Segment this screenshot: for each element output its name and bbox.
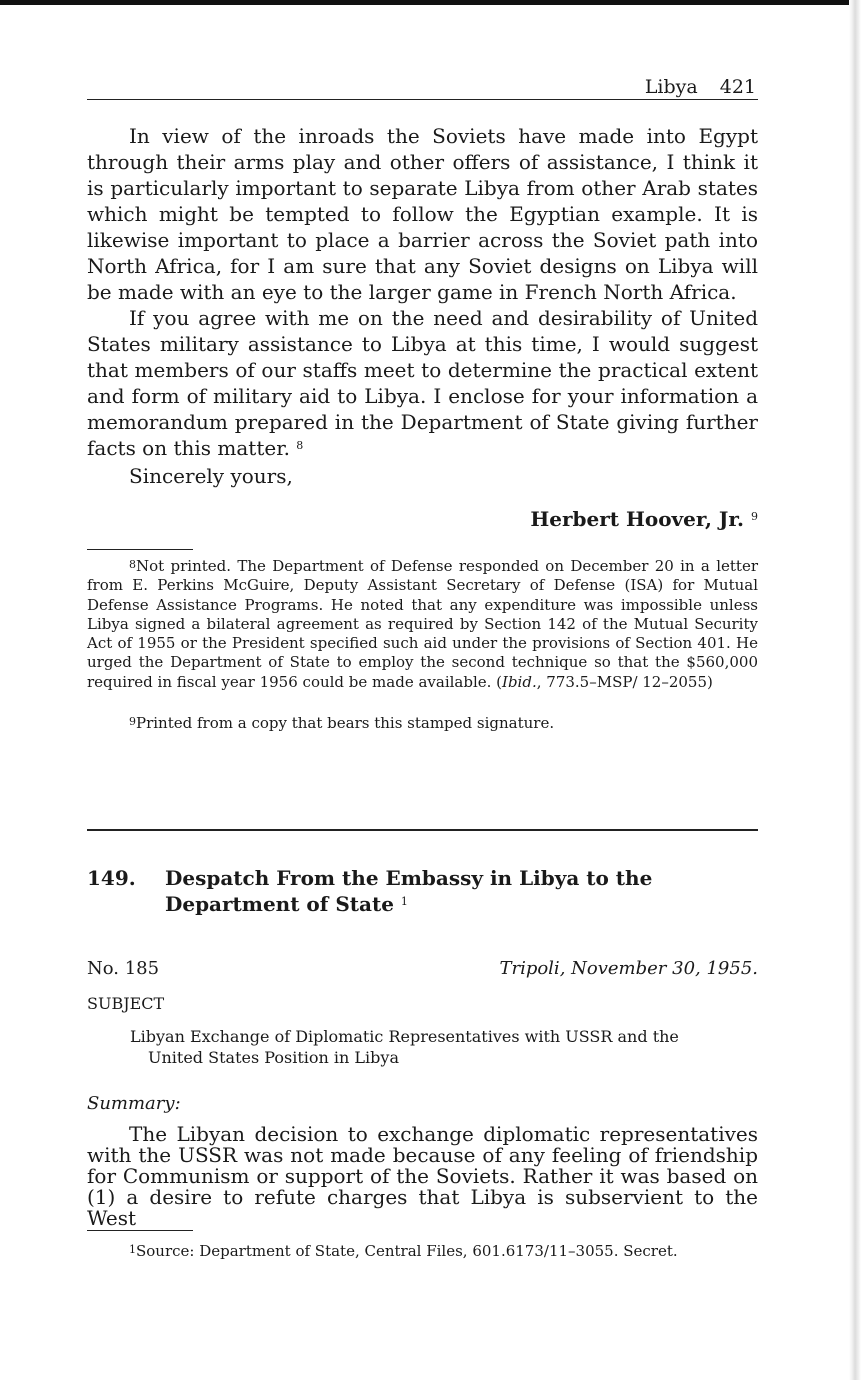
- footnote-8-ibid: Ibid.: [502, 672, 537, 691]
- footnote-8-text: Not printed. The Department of Defense responded on December 20 in a letter from E. Perkins McGuire, Deputy Assistant Secretary of Defense (ISA) for Mutual Defense Assistance Programs. He noted that any expenditure was impossible unless Libya signed a bilateral agreement as required by Section 142 of the Mutual Security Act of 1955 or the President specified such aid under the provisions of Section 401. He urged the Department of State to employ the second technique so that the $560,000 required in fiscal year 1956 could be made available. (: [87, 557, 758, 691]
- footnote-9-text: Printed from a copy that bears this stamped signature.: [136, 714, 555, 732]
- page-top-edge: [0, 0, 861, 5]
- closing: Sincerely yours,: [129, 464, 293, 488]
- despatch-number: No. 185: [87, 958, 160, 979]
- footnote-8-mark: 8: [129, 558, 136, 571]
- footnote-9: [87, 714, 758, 733]
- subject-line-2: United States Position in Libya: [148, 1048, 399, 1067]
- document-title-text: Despatch From the Embassy in Libya to the Department of State: [165, 866, 653, 916]
- section-divider: [87, 829, 758, 831]
- page-number: 421: [719, 76, 756, 98]
- footnote-8: [87, 557, 758, 692]
- footnote-rule: [87, 549, 193, 550]
- footnote-9-mark: 9: [129, 715, 136, 728]
- summary-label: Summary:: [87, 1093, 181, 1114]
- footnote-8-text-end: , 773.5–MSP/ 12–2055): [536, 672, 713, 691]
- running-title: Libya: [644, 76, 698, 98]
- source-footnote: [87, 1242, 758, 1261]
- footnote-ref-9: 9: [751, 510, 758, 523]
- place-date: Tripoli, November 30, 1955.: [499, 958, 758, 979]
- signature-name: Herbert Hoover, Jr.: [530, 507, 745, 531]
- summary-text: The Libyan decision to exchange diplomatic representatives with the USSR was not made because of any feeling of friendship for Communism or support of the Soviets. Rather it was based on (1) a desire to refute charges that Libya is subservient to the West: [87, 1122, 758, 1230]
- subject-line-1: Libyan Exchange of Diplomatic Representatives with USSR and the: [130, 1027, 679, 1046]
- source-footnote-mark: 1: [129, 1243, 136, 1256]
- footnote-ref-8: 8: [296, 439, 304, 452]
- source-footnote-rule: [87, 1230, 193, 1231]
- body-paragraph-2: [87, 305, 758, 461]
- subject-label: SUBJECT: [87, 994, 165, 1013]
- signature: [87, 506, 758, 532]
- subject-text: [130, 1026, 690, 1068]
- body-paragraph-2-text: If you agree with me on the need and desirability of United States military assistance to Libya at this time, I would suggest that members of our staffs meet to determine the practical extent and form of military aid to Libya. I enclose for your information a memorandum prepared in the Department of State giving further facts on this matter.: [87, 306, 758, 460]
- source-footnote-ref: 1: [400, 895, 408, 908]
- header-text: [645, 76, 756, 99]
- source-footnote-text: Source: Department of State, Central Files, 601.6173/11–3055. Secret.: [136, 1242, 678, 1260]
- document-number: 149.: [87, 866, 136, 890]
- running-header: [87, 76, 758, 100]
- document-title: [165, 865, 758, 917]
- body-paragraph-1: [87, 123, 758, 305]
- summary-paragraph: [87, 1124, 758, 1229]
- page-right-edge: [849, 0, 861, 1380]
- body-paragraph-1-text: In view of the inroads the Soviets have made into Egypt through their arms play and other offers of assistance, I think it is particularly important to separate Libya from other Arab states which might be tempted to follow the Egyptian example. It is likewise important to place a barrier across the Soviet path into North Africa, for I am sure that any Soviet designs on Libya will be made with an eye to the larger game in French North Africa.: [87, 124, 758, 304]
